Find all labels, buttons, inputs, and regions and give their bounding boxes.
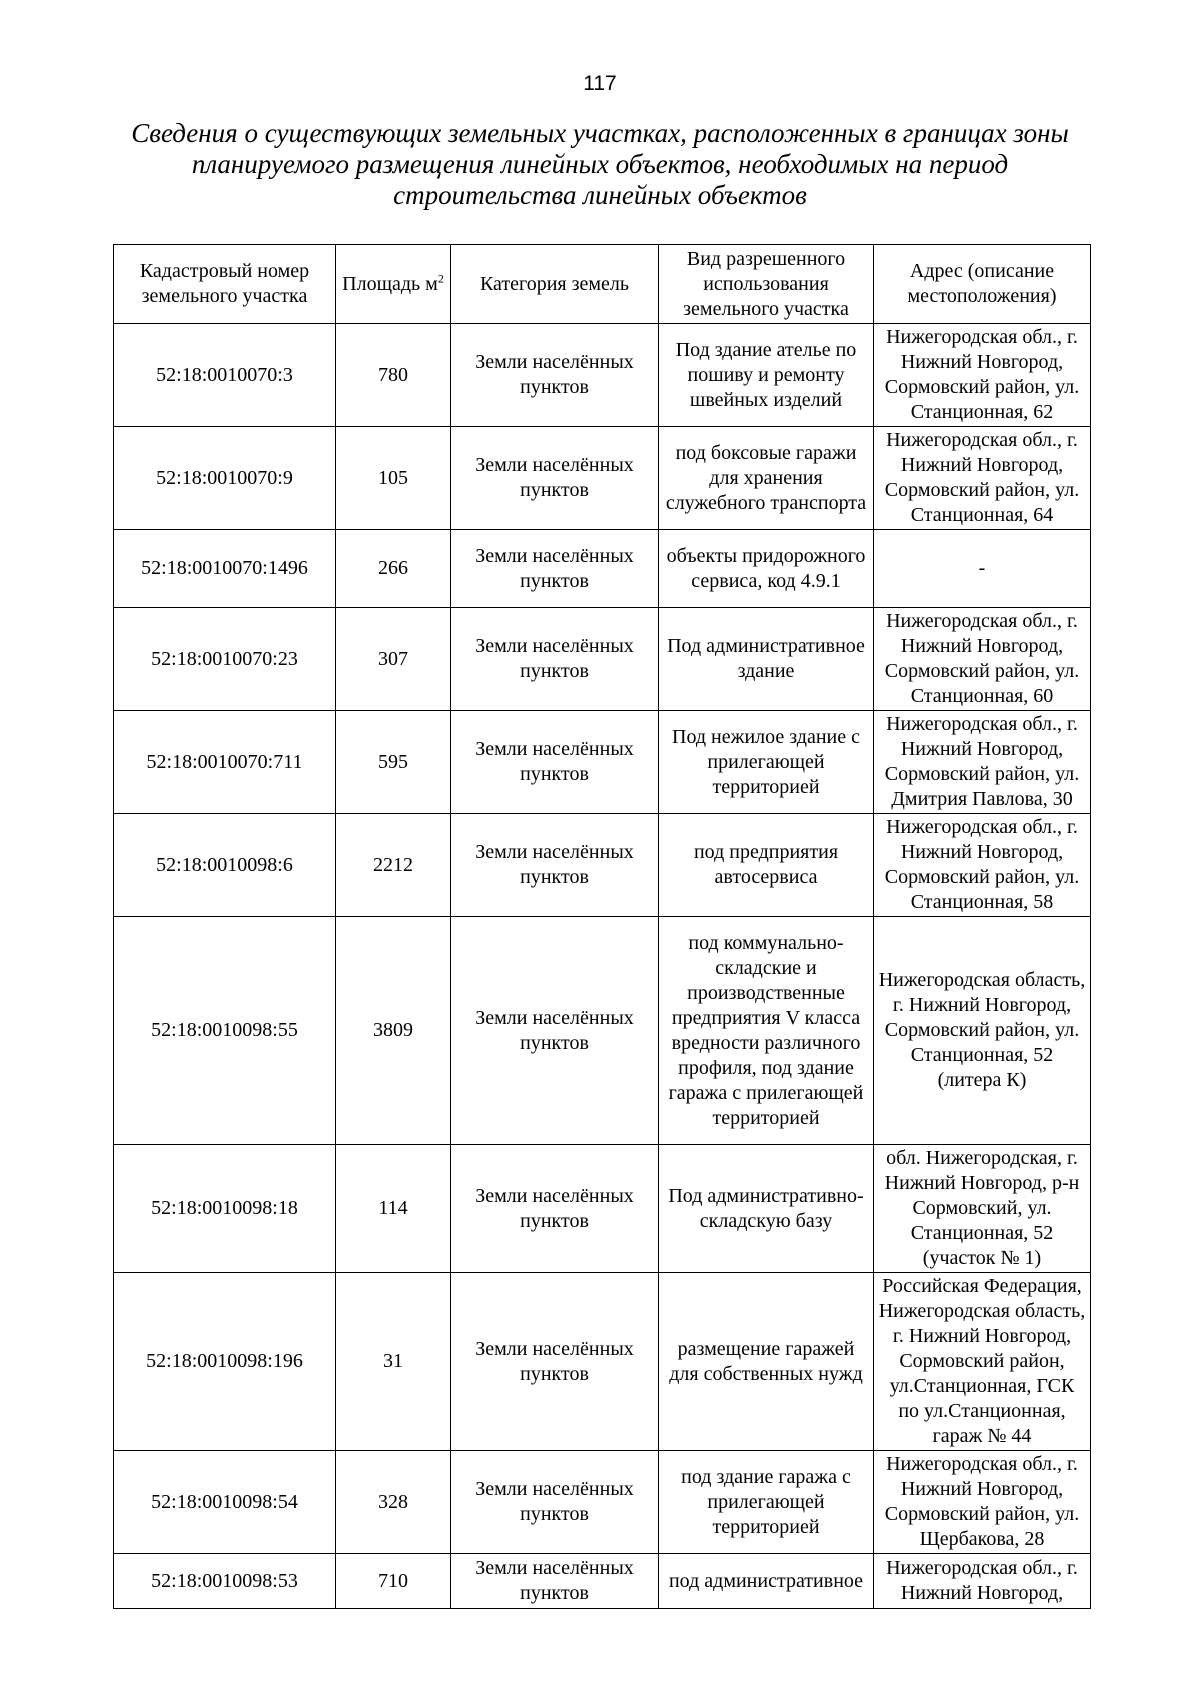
- cell-category: Земли населённых пунктов: [451, 427, 659, 530]
- cell-cadastral: 52:18:0010098:53: [114, 1554, 336, 1609]
- cell-category: Земли населённых пунктов: [451, 530, 659, 608]
- cell-address: обл. Нижегородская, г. Нижний Новгород, р-н Сормовский, ул. Станционная, 52 (участок № 1): [874, 1145, 1091, 1273]
- cell-address: Российская Федерация, Нижегородская область, г. Нижний Новгород, Сормовский район, ул.Станционная, ГСК по ул.Станционная, гараж № 44: [874, 1273, 1091, 1451]
- table-row: [114, 1145, 1091, 1273]
- cell-address: Нижегородская обл., г. Нижний Новгород,: [874, 1554, 1091, 1609]
- table-row: [114, 530, 1091, 608]
- cell-category: Земли населённых пунктов: [451, 814, 659, 917]
- table-row: [114, 814, 1091, 917]
- cell-cadastral: 52:18:0010098:55: [114, 917, 336, 1145]
- cell-area: 105: [336, 427, 451, 530]
- header-cadastral: Кадастровый номер земельного участка: [114, 245, 336, 324]
- cell-area: 3809: [336, 917, 451, 1145]
- cell-cadastral: 52:18:0010070:711: [114, 711, 336, 814]
- cell-address: Нижегородская обл., г. Нижний Новгород, Сормовский район, ул. Станционная, 64: [874, 427, 1091, 530]
- cell-usage: под предприятия автосервиса: [659, 814, 874, 917]
- cell-area: 114: [336, 1145, 451, 1273]
- cell-category: Земли населённых пунктов: [451, 324, 659, 427]
- cell-cadastral: 52:18:0010070:23: [114, 608, 336, 711]
- page-number: 117: [583, 72, 617, 95]
- cell-address: Нижегородская обл., г. Нижний Новгород, Сормовский район, ул. Щербакова, 28: [874, 1451, 1091, 1554]
- cell-cadastral: 52:18:0010098:54: [114, 1451, 336, 1554]
- cell-cadastral: 52:18:0010098:196: [114, 1273, 336, 1451]
- table-row: [114, 1554, 1091, 1609]
- cell-usage: Под административное здание: [659, 608, 874, 711]
- cell-category: Земли населённых пунктов: [451, 711, 659, 814]
- header-usage: Вид разрешенного использования земельного участка: [659, 245, 874, 324]
- cell-address: -: [874, 530, 1091, 608]
- cell-usage: объекты придорожного сервиса, код 4.9.1: [659, 530, 874, 608]
- cell-area: 595: [336, 711, 451, 814]
- cell-cadastral: 52:18:0010070:3: [114, 324, 336, 427]
- cell-cadastral: 52:18:0010070:9: [114, 427, 336, 530]
- document-title: Сведения о существующих земельных участках, расположенных в границах зоны планируемого размещения линейных объектов, необходимых на период строительства линейных объектов: [131, 118, 1069, 210]
- cell-area: 31: [336, 1273, 451, 1451]
- cell-category: Земли населённых пунктов: [451, 1451, 659, 1554]
- land-plots-table: [113, 244, 1091, 1609]
- table-row: [114, 324, 1091, 427]
- cell-usage: под административное: [659, 1554, 874, 1609]
- cell-area: 266: [336, 530, 451, 608]
- cell-usage: Под административно-складскую базу: [659, 1145, 874, 1273]
- cell-usage: под боксовые гаражи для хранения служебного транспорта: [659, 427, 874, 530]
- cell-usage: под коммунально-складские и производственные предприятия V класса вредности различного профиля, под здание гаража с прилегающей территорией: [659, 917, 874, 1145]
- cell-category: Земли населённых пунктов: [451, 608, 659, 711]
- cell-cadastral: 52:18:0010098:6: [114, 814, 336, 917]
- cell-cadastral: 52:18:0010098:18: [114, 1145, 336, 1273]
- cell-usage: Под нежилое здание с прилегающей территорией: [659, 711, 874, 814]
- cell-usage: Под здание ателье по пошиву и ремонту швейных изделий: [659, 324, 874, 427]
- cell-address: Нижегородская обл., г. Нижний Новгород, Сормовский район, ул. Дмитрия Павлова, 30: [874, 711, 1091, 814]
- cell-address: Нижегородская обл., г. Нижний Новгород, Сормовский район, ул. Станционная, 62: [874, 324, 1091, 427]
- cell-area: 710: [336, 1554, 451, 1609]
- cell-category: Земли населённых пунктов: [451, 1554, 659, 1609]
- cell-usage: под здание гаража с прилегающей территорией: [659, 1451, 874, 1554]
- cell-category: Земли населённых пунктов: [451, 1273, 659, 1451]
- table-body: [114, 324, 1091, 1609]
- cell-category: Земли населённых пунктов: [451, 1145, 659, 1273]
- cell-usage: размещение гаражей для собственных нужд: [659, 1273, 874, 1451]
- cell-cadastral: 52:18:0010070:1496: [114, 530, 336, 608]
- table-row: [114, 1273, 1091, 1451]
- table-row: [114, 711, 1091, 814]
- cell-address: Нижегородская область, г. Нижний Новгород, Сормовский район, ул. Станционная, 52 (литера К): [874, 917, 1091, 1145]
- cell-area: 307: [336, 608, 451, 711]
- table-row: [114, 917, 1091, 1145]
- table-row: [114, 1451, 1091, 1554]
- table-row: [114, 608, 1091, 711]
- cell-category: Земли населённых пунктов: [451, 917, 659, 1145]
- header-address: Адрес (описание местоположения): [874, 245, 1091, 324]
- header-area-superscript: 2: [437, 270, 444, 285]
- table-row: [114, 427, 1091, 530]
- header-category: Категория земель: [451, 245, 659, 324]
- cell-area: 328: [336, 1451, 451, 1554]
- header-area-label: Площадь м: [342, 272, 438, 295]
- cell-area: 780: [336, 324, 451, 427]
- cell-address: Нижегородская обл., г. Нижний Новгород, Сормовский район, ул. Станционная, 58: [874, 814, 1091, 917]
- table-header-row: [114, 245, 1091, 324]
- cell-address: Нижегородская обл., г. Нижний Новгород, Сормовский район, ул. Станционная, 60: [874, 608, 1091, 711]
- cell-area: 2212: [336, 814, 451, 917]
- header-area: [336, 245, 451, 324]
